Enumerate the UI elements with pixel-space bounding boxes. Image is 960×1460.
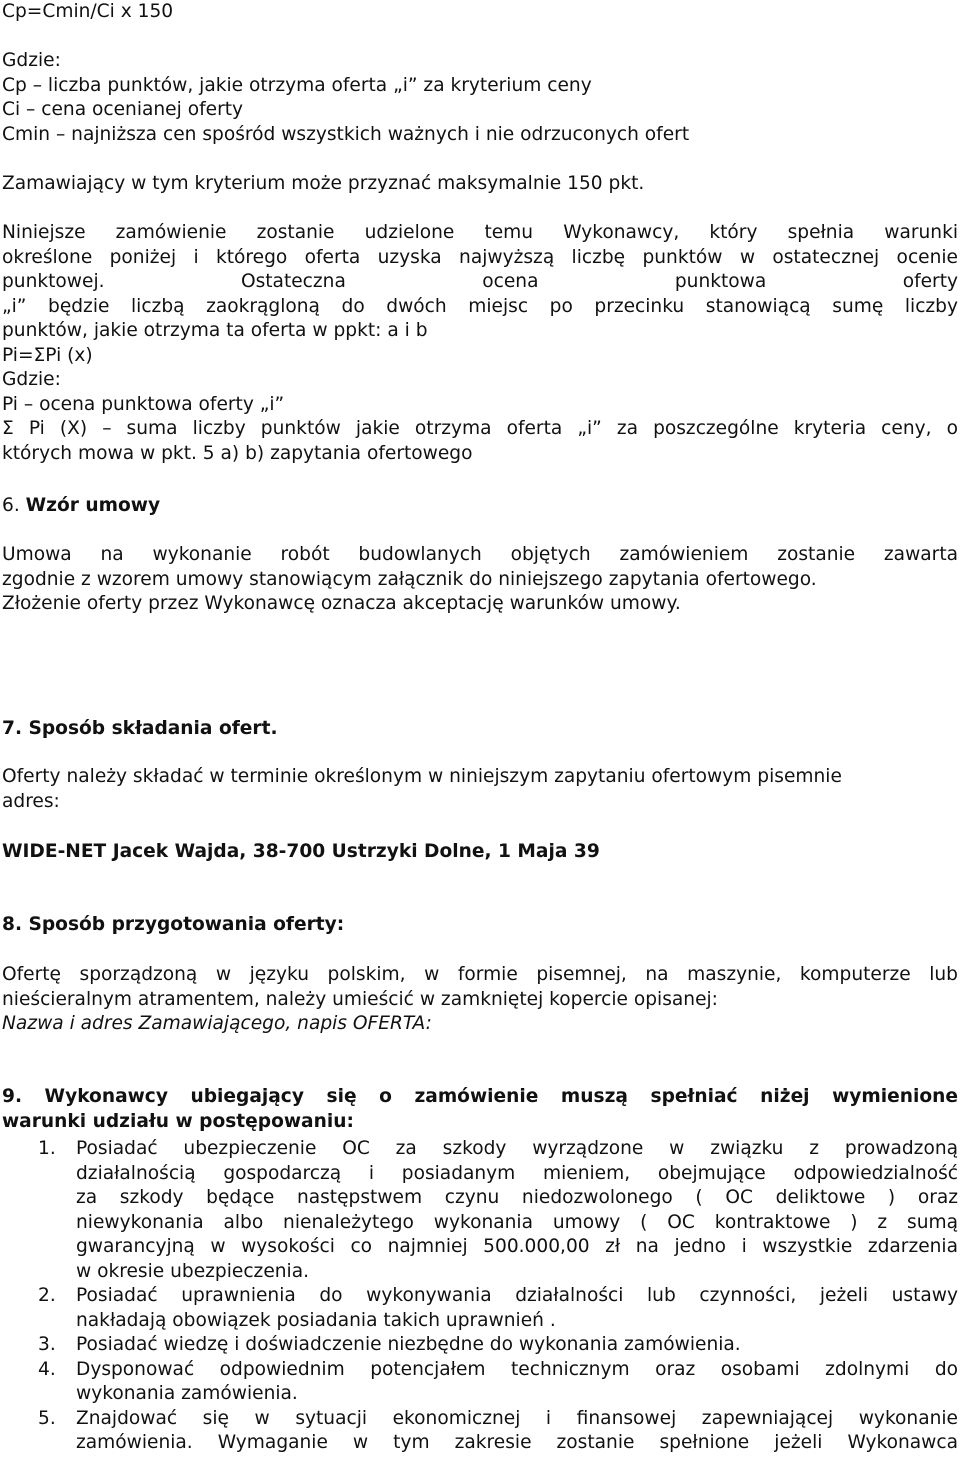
section-6-body (2, 543, 958, 617)
definition-cp: Cp – liczba punktów, jakie otrzyma oferta „i” za kryterium ceny (2, 74, 592, 96)
list-item-line: wykonania zamówienia. (76, 1383, 298, 1404)
definition-cmin: Cmin – najniższa cen spośród wszystkich ważnych i nie odrzuconych ofert (2, 123, 690, 145)
section-7-line: Oferty należy składać w terminie określonym w niniejszym zapytaniu ofertowym pisemnie (2, 766, 842, 787)
section-6-line: Umowa na wykonanie robót budowlanych objętych zamówieniem zostanie zawarta (2, 544, 958, 565)
section-8-body (2, 963, 958, 1037)
definition-pi: Pi – ocena punktowa oferty „i” (2, 393, 285, 415)
requirements-list (0, 1137, 958, 1456)
definition-sum: Σ Pi (X) – suma liczby punktów jakie otrzyma oferta „i” za poszczególne kryteria ceny, o (2, 418, 958, 439)
list-item-line: Posiadać uprawnienia do wykonywania działalności lub czynności, jeżeli ustawy (76, 1285, 958, 1306)
list-item (0, 1137, 958, 1284)
list-item-number: 3. (38, 1334, 56, 1355)
list-item-line: nakładają obowiązek posiadania takich uprawnień . (76, 1309, 556, 1331)
envelope-label: Nazwa i adres Zamawiającego, napis OFERTA: (2, 1013, 432, 1034)
section-number: 6. (2, 495, 20, 516)
list-item-line: w okresie ubezpieczenia. (76, 1260, 310, 1282)
list-item (0, 1407, 958, 1456)
section-6-line: Złożenie oferty przez Wykonawcę oznacza akceptację warunków umowy. (2, 593, 681, 614)
list-item-number: 2. (38, 1285, 56, 1306)
list-item-line: Znajdować się w sytuacji ekonomicznej i finansowej zapewniającej wykonanie (76, 1407, 958, 1429)
award-line: określone poniżej i którego oferta uzyska najwyższą liczbę punktów w ostatecznej ocenie (2, 246, 958, 268)
list-item-line: gwarancyjną w wysokości co najmniej 500.000,00 zł na jedno i wszystkie zdarzenia (76, 1236, 958, 1257)
section-title: Wzór umowy (25, 495, 161, 516)
section-8-line: Ofertę sporządzoną w języku polskim, w formie pisemnej, na maszynie, komputerze lub (2, 964, 958, 985)
award-line: Niniejsze zamówienie zostanie udzielone temu Wykonawcy, który spełnia warunki (2, 222, 958, 243)
list-item-line: Posiadać ubezpieczenie OC za szkody wyrządzone w związku z prowadzoną (76, 1138, 958, 1159)
section-7-line: adres: (2, 790, 60, 812)
section-6-line: zgodnie z wzorem umowy stanowiącym załącznik do niniejszego zapytania ofertowego. (2, 568, 817, 590)
definition-sum: których mowa w pkt. 5 a) b) zapytania ofertowego (2, 442, 473, 464)
list-item-line: zamówienia. Wymaganie w tym zakresie zostanie spełnione jeżeli Wykonawca (76, 1432, 958, 1453)
list-item (0, 1284, 958, 1333)
list-item-line: Dysponować odpowiednim potencjałem technicznym oraz osobami zdolnymi do (76, 1358, 958, 1380)
list-item-line: działalnością gospodarczą i posiadanym mieniem, obejmujące odpowiedzialność (76, 1162, 958, 1184)
section-9-title-line: warunki udziału w postępowaniu: (2, 1110, 354, 1132)
award-paragraph (2, 221, 958, 466)
max-points-text: Zamawiający w tym kryterium może przyznać maksymalnie 150 pkt. (2, 173, 645, 194)
section-6-heading (2, 494, 958, 519)
section-7-body (2, 765, 958, 814)
list-item-number: 5. (38, 1407, 56, 1429)
definition-ci: Ci – cena ocenianej oferty (2, 99, 244, 120)
section-8-heading: 8. Sposób przygotowania oferty: (2, 914, 345, 935)
price-formula-block (2, 0, 958, 25)
award-line: punktowej. Ostateczna ocena punktowa oferty (2, 271, 958, 292)
section-7-heading: 7. Sposób składania ofert. (2, 718, 278, 739)
where-label: Gdzie: (2, 50, 61, 71)
section-8-line: nieścieralnym atramentem, należy umieścić w zamkniętej kopercie opisanej: (2, 988, 718, 1010)
sum-formula: Pi=ΣPi (x) (2, 344, 93, 366)
list-item-line: niewykonania albo nienależytego wykonania umowy ( OC kontraktowe ) z sumą (76, 1211, 958, 1233)
award-line: punktów, jakie otrzyma ta oferta w ppkt: a i b (2, 320, 428, 341)
max-points-note (2, 172, 958, 197)
list-item-line: za szkody będące następstwem czynu niedozwolonego ( OC deliktowe ) oraz (76, 1187, 958, 1208)
list-item-number: 1. (38, 1138, 56, 1159)
section-9-title-line: 9. Wykonawcy ubiegający się o zamówienie muszą spełniać niżej wymienione (2, 1086, 958, 1107)
list-item (0, 1333, 958, 1358)
formula-definitions (2, 49, 958, 147)
price-formula: Cp=Cmin/Ci x 150 (2, 1, 174, 22)
section-9-heading (2, 1085, 958, 1134)
list-item-line: Posiadać wiedzę i doświadczenie niezbędne do wykonania zamówienia. (76, 1334, 741, 1355)
list-item-number: 4. (38, 1358, 56, 1380)
where-label: Gdzie: (2, 369, 61, 390)
contractor-address: WIDE-NET Jacek Wajda, 38-700 Ustrzyki Dolne, 1 Maja 39 (2, 841, 600, 862)
award-line: „i” będzie liczbą zaokrągloną do dwóch miejsc po przecinku stanowiącą sumę liczby (2, 295, 958, 317)
list-item (0, 1358, 958, 1407)
